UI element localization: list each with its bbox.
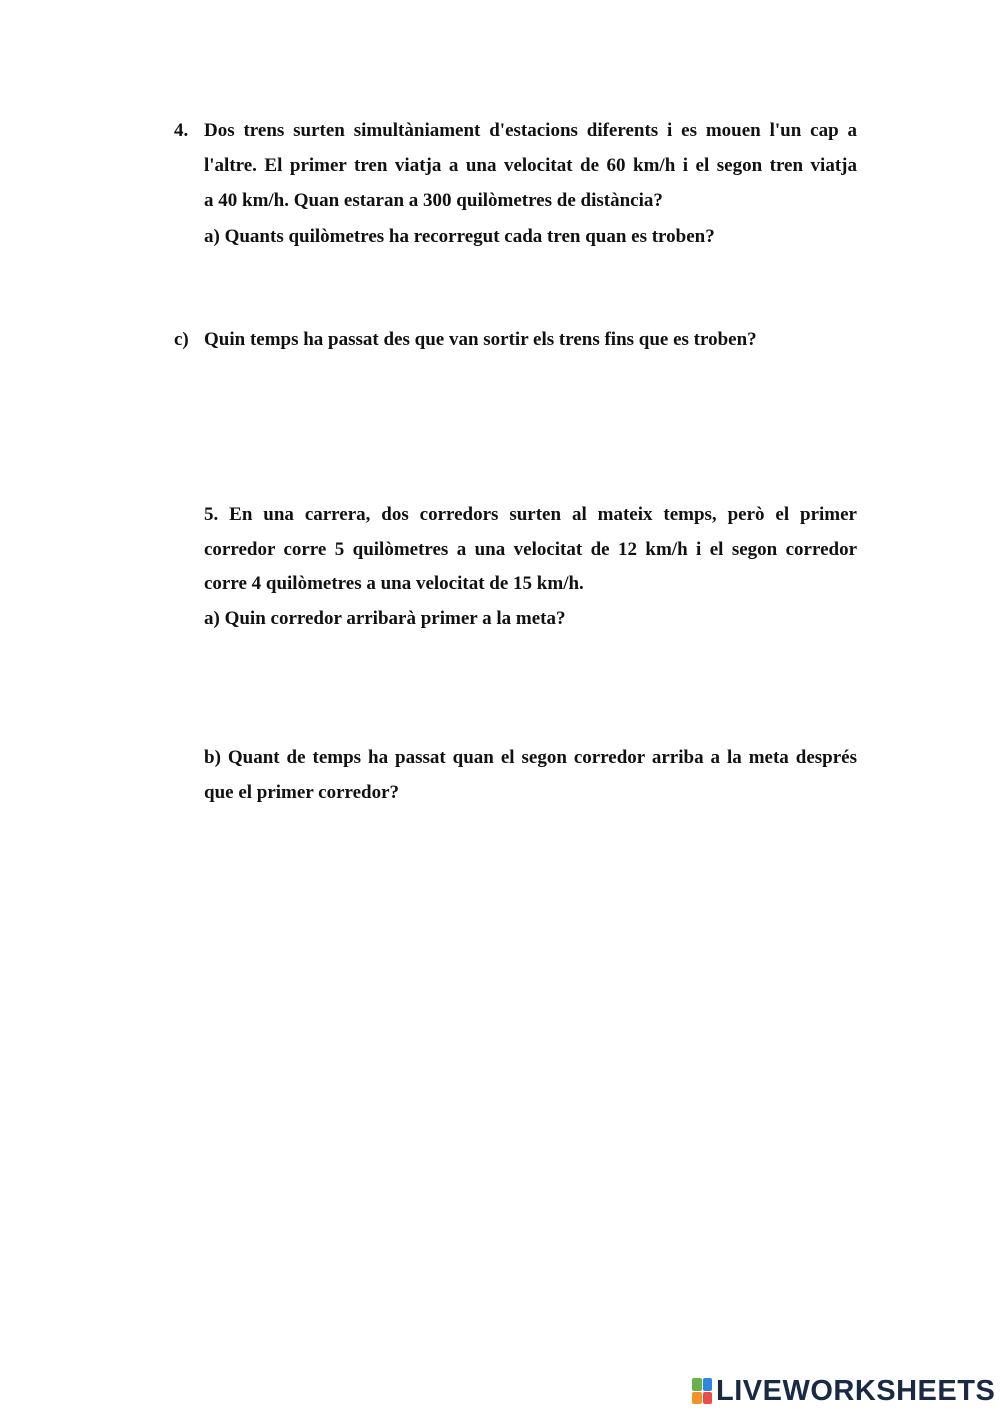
question-4-line-1: Dos trens surten simultàniament d'estacions diferents i es mouen l'un cap a: [204, 120, 857, 141]
question-5-line-2: corredor corre 5 quilòmetres a una velocitat de 12 km/h i el segon corredor: [204, 539, 857, 560]
question-4-number: 4.: [174, 120, 189, 141]
logo-square-blue: [703, 1378, 713, 1391]
question-5-part-a: a) Quin corredor arribarà primer a la meta?: [204, 608, 566, 629]
liveworksheets-logo-icon: [692, 1378, 712, 1404]
question-4-part-a: a) Quants quilòmetres ha recorregut cada tren quan es troben?: [204, 226, 715, 247]
liveworksheets-logo-text: LIVEWORKSHEETS: [716, 1375, 996, 1407]
question-5-part-b-line-2: que el primer corredor?: [204, 782, 400, 803]
question-5-line-1: 5. En una carrera, dos corredors surten al mateix temps, però el primer: [204, 504, 857, 525]
question-5-line-3: corre 4 quilòmetres a una velocitat de 15 km/h.: [204, 573, 584, 594]
logo-square-green: [692, 1378, 702, 1391]
logo-square-red: [703, 1392, 713, 1405]
liveworksheets-logo[interactable]: [692, 1376, 995, 1406]
question-4-part-c-marker: c): [174, 329, 189, 350]
question-4-line-3: a 40 km/h. Quan estaran a 300 quilòmetres de distància?: [204, 190, 663, 211]
question-4-part-c: Quin temps ha passat des que van sortir els trens fins que es troben?: [204, 329, 757, 350]
logo-square-orange: [692, 1392, 702, 1405]
question-4-line-2: l'altre. El primer tren viatja a una velocitat de 60 km/h i el segon tren viatja: [204, 155, 857, 176]
question-5-part-b-line-1: b) Quant de temps ha passat quan el segon corredor arriba a la meta després: [204, 747, 857, 768]
